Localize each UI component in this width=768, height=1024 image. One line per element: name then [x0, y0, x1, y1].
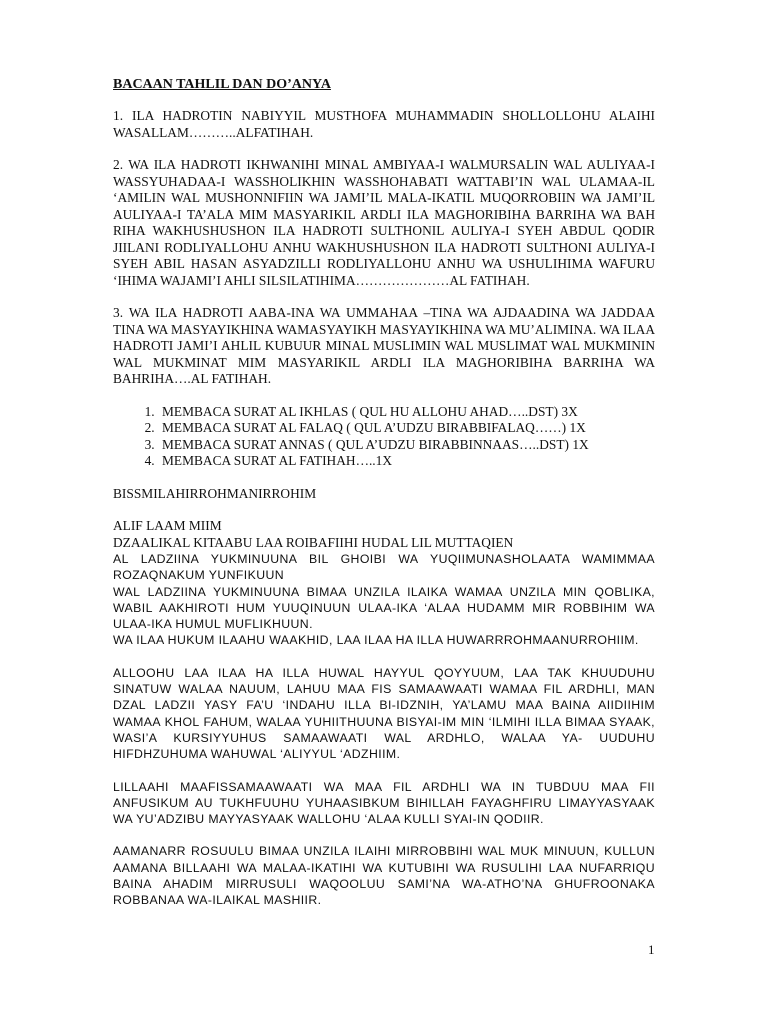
list-item: 1. MEMBACA SURAT AL IKHLAS ( QUL HU ALLOHU AHAD…..DST) 3X	[158, 404, 655, 421]
dzaalikal-line: DZAALIKAL KITAABU LAA ROIBAFIIHI HUDAL LIL MUTTAQIEN	[113, 534, 514, 550]
paragraph-3: 3. WA ILA HADROTI AABA-INA WA UMMAHAA –TINA WA AJDAADINA WA JADDAA TINA WA MASYAYIKHINA WAMASYAYIKH MASYAYIKHINA WA MU’ALIMINA. WA ILAA HADROTI JAMI’I AHLIL KUBUUR MINAL MUSLIMIN WAL MUSLIMAT WAL MUKMININ WAL MUKMINAT MIM MASYARIKIL ARDLI ILA MAGHORIBIHA BARRIHA WA BAHRIHA….AL FATIHAH.	[113, 305, 655, 386]
alif-laam-miim: ALIF LAAM MIIM	[113, 518, 222, 533]
list-item: 2. MEMBACA SURAT AL FALAQ ( QUL A’UDZU BIRABBIFALAQ……) 1X	[158, 420, 655, 437]
page-number: 1	[648, 942, 655, 957]
paragraph-2: 2. WA ILA HADROTI IKHWANIHI MINAL AMBIYAA-I WALMURSALIN WAL AULIYAA-I WASSYUHADAA-I WASSHOLIKHIN WASSHOHABATI WATTABI’IN WAL ULAMAA-IL ‘AMILIN WAL MUSHONNIFIIN WA JAMI’IL MALA-IKATIL MUQORROBIIN WA JAMI’IL AULIYAA-I TA’ALA MIM MASYARIKIL ARDLI ILA MAGHORIBIHA BARRIHA WA BAH RIHA WAKHUSHUSHON ILA HADROTI SULTHONIL AULIYA-I SYEH ABDUL QODIR JIILANI RODLIYALLOHU ANHU WAKHUSHUSHON ILA HADROTI SULTHONI AULIYA-I SYEH ABIL HASAN ASYADZILLI RODLIYALLOHU ANHU WA USHULIHIMA WAFURU ‘IHIMA WAJAMI’I AHLI SILSILATIHIMA…………………AL FATIHAH.	[113, 157, 655, 288]
aamanar-paragraph: AAMANARR ROSUULU BIMAA UNZILA ILAIHI MIRROBBIHI WAL MUK MINUUN, KULLUN AAMANA BILLAAHI WA MALAA-IKATIHI WA KUTUBIHI WA RUSULIHI LAA NUFARRIQU BAINA AHADIM MIRRUSULI WAQOOLUU SAMI’NA WA-ATHO’NA GHUFROONAKA ROBBANAA WA-ILAIKAL MASHIIR.	[113, 844, 655, 908]
list-item: 4. MEMBACA SURAT AL FATIHAH…..1X	[158, 453, 655, 470]
surah-list	[113, 404, 655, 470]
wa-ilaahukum-paragraph: WA ILAA HUKUM ILAAHU WAAKHID, LAA ILAA HA ILLA HUWARRROHMAANURROHIIM.	[113, 633, 639, 648]
document-body	[113, 108, 655, 925]
ayat-kursi-paragraph: ALLOOHU LAA ILAA HA ILLA HUWAL HAYYUL QOYYUUM, LAA TAK KHUUDUHU SINATUW WALAA NAUUM, LAHUU MAA FIS SAMAAWAATI WAMAA FIL ARDHLI, MAN DZAL LADZII YASY FA’U ‘INDAHU ILLA BI-IDZNIH, YA’LAMU MAA BAINA AIIDIIHIM WAMAA KHOL FAHUM, WALAA YUHIITHUUNA BISYAI-IM MIN ‘ILMIHI ILLA BIMAA SYAAK, WASI’A KURSIYYUHUS SAMAAWAATI WAL ARDHLO, WALAA YA- UUDUHU HIFDHZUHUMA WAHUWAL ‘ALIYYUL ‘ADZHIIM.	[113, 665, 655, 762]
lillaahi-paragraph: LILLAAHI MAAFISSAMAAWAATI WA MAA FIL ARDHLI WA IN TUBDUU MAA FII ANFUSIKUM AU TUKHFUUHU YUHAASIBKUM BIHILLAH FAYAGHFIRU LIMAYYASYAAK WA YU’ADZIBU MAYYASYAAK WALLOHU ‘ALAA KULLI SYAI-IN QODIIR.	[113, 779, 655, 827]
paragraph-1: 1. ILA HADROTIN NABIYYIL MUSTHOFA MUHAMMADIN SHOLLOLLOHU ALAIHI WASALLAM………..ALFATIHAH.	[113, 108, 655, 140]
document-title: BACAAN TAHLIL DAN DO’ANYA	[113, 77, 331, 92]
al-ladziina-paragraph: AL LADZIINA YUKMINUUNA BIL GHOIBI WA YUQIIMUNASHOLAATA WAMIMMAA ROZAQNAKUM YUNFIKUUN	[113, 552, 655, 583]
list-item: 3. MEMBACA SURAT ANNAS ( QUL A’UDZU BIRABBINNAAS…..DST) 1X	[158, 437, 655, 454]
bismillah-line: BISSMILAHIRROHMANIRROHIM	[113, 485, 317, 501]
wal-ladziina-paragraph: WAL LADZIINA YUKMINUUNA BIMAA UNZILA ILAIKA WAMAA UNZILA MIN QOBLIKA, WABIL AAKHIROTI HUM YUUQINUUN ULAA-IKA ‘ALAA HUDAMM MIR ROBBIHIM WA ULAA-IKA HUMUL MUFLIKHUUN.	[113, 584, 655, 632]
